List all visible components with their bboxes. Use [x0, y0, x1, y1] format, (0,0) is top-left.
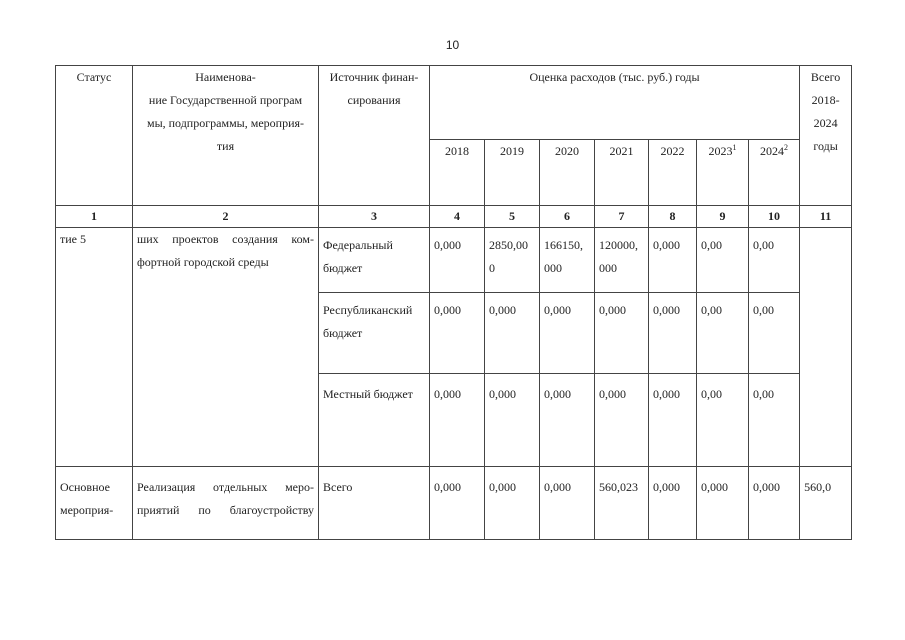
- year-header-2020: 2020: [540, 140, 595, 206]
- value-cell: 166150, 000: [540, 228, 595, 293]
- column-number: 10: [749, 206, 800, 228]
- value-cell: 0,000: [649, 467, 697, 540]
- name-cell: ших проектов создания ком- фортной городской среды: [133, 228, 319, 467]
- budget-table: [55, 65, 852, 540]
- source-cell: Республиканский бюджет: [319, 293, 430, 374]
- value-cell: 0,000: [649, 228, 697, 293]
- name-cell: Реализация отдельных меро- приятий по благоустройству: [133, 467, 319, 540]
- column-number: 4: [430, 206, 485, 228]
- value-cell: 0,000: [485, 467, 540, 540]
- status-header: Статус: [56, 66, 133, 206]
- value-cell: 0,000: [595, 374, 649, 467]
- value-cell: 0,00: [749, 293, 800, 374]
- value-cell: 2850,00 0: [485, 228, 540, 293]
- column-number: 9: [697, 206, 749, 228]
- value-cell: 0,000: [430, 293, 485, 374]
- value-cell: 0,000: [697, 467, 749, 540]
- value-cell: 0,000: [430, 467, 485, 540]
- table-row: [56, 228, 852, 293]
- column-number: 8: [649, 206, 697, 228]
- estimate-header: Оценка расходов (тыс. руб.) годы: [430, 66, 800, 140]
- year-header-2024: 2024$^2$: [749, 140, 800, 206]
- value-cell: 0,000: [749, 467, 800, 540]
- name-header: Наименова- ние Государственной програм мы, подпрограммы, мероприя- тия: [133, 66, 319, 206]
- value-cell: 0,000: [430, 374, 485, 467]
- value-cell: 0,00: [749, 228, 800, 293]
- total-cell: 560,0: [800, 467, 852, 540]
- column-number: 7: [595, 206, 649, 228]
- column-number-row: [56, 206, 852, 228]
- column-number: 1: [56, 206, 133, 228]
- year-header-2019: 2019: [485, 140, 540, 206]
- value-cell: 120000, 000: [595, 228, 649, 293]
- total-header: Всего 2018- 2024 годы: [800, 66, 852, 206]
- status-cell: Основное мероприя-: [56, 467, 133, 540]
- column-number: 3: [319, 206, 430, 228]
- total-cell: [800, 228, 852, 467]
- source-header: Источник финан- сирования: [319, 66, 430, 206]
- year-header-2018: 2018: [430, 140, 485, 206]
- year-header-2023: 2023$^1$: [697, 140, 749, 206]
- source-cell: Местный бюджет: [319, 374, 430, 467]
- source-cell: Федеральный бюджет: [319, 228, 430, 293]
- value-cell: 0,000: [430, 228, 485, 293]
- year-header-2021: 2021: [595, 140, 649, 206]
- value-cell: 0,000: [540, 293, 595, 374]
- year-header-2022: 2022: [649, 140, 697, 206]
- value-cell: 0,00: [697, 228, 749, 293]
- value-cell: 0,000: [540, 467, 595, 540]
- value-cell: 0,000: [485, 374, 540, 467]
- column-number: 5: [485, 206, 540, 228]
- value-cell: 0,00: [697, 374, 749, 467]
- value-cell: 0,000: [595, 293, 649, 374]
- footnote-mark: 1: [732, 143, 737, 152]
- status-cell: тие 5: [56, 228, 133, 467]
- column-number: 11: [800, 206, 852, 228]
- value-cell: 0,000: [485, 293, 540, 374]
- column-number: 6: [540, 206, 595, 228]
- source-cell: Всего: [319, 467, 430, 540]
- value-cell: 0,00: [697, 293, 749, 374]
- page-number: 10: [445, 38, 460, 52]
- value-cell: 560,023: [595, 467, 649, 540]
- column-number: 2: [133, 206, 319, 228]
- footnote-mark: 2: [784, 143, 789, 152]
- value-cell: 0,000: [540, 374, 595, 467]
- value-cell: 0,000: [649, 293, 697, 374]
- value-cell: 0,000: [649, 374, 697, 467]
- table-row: [56, 467, 852, 540]
- value-cell: 0,00: [749, 374, 800, 467]
